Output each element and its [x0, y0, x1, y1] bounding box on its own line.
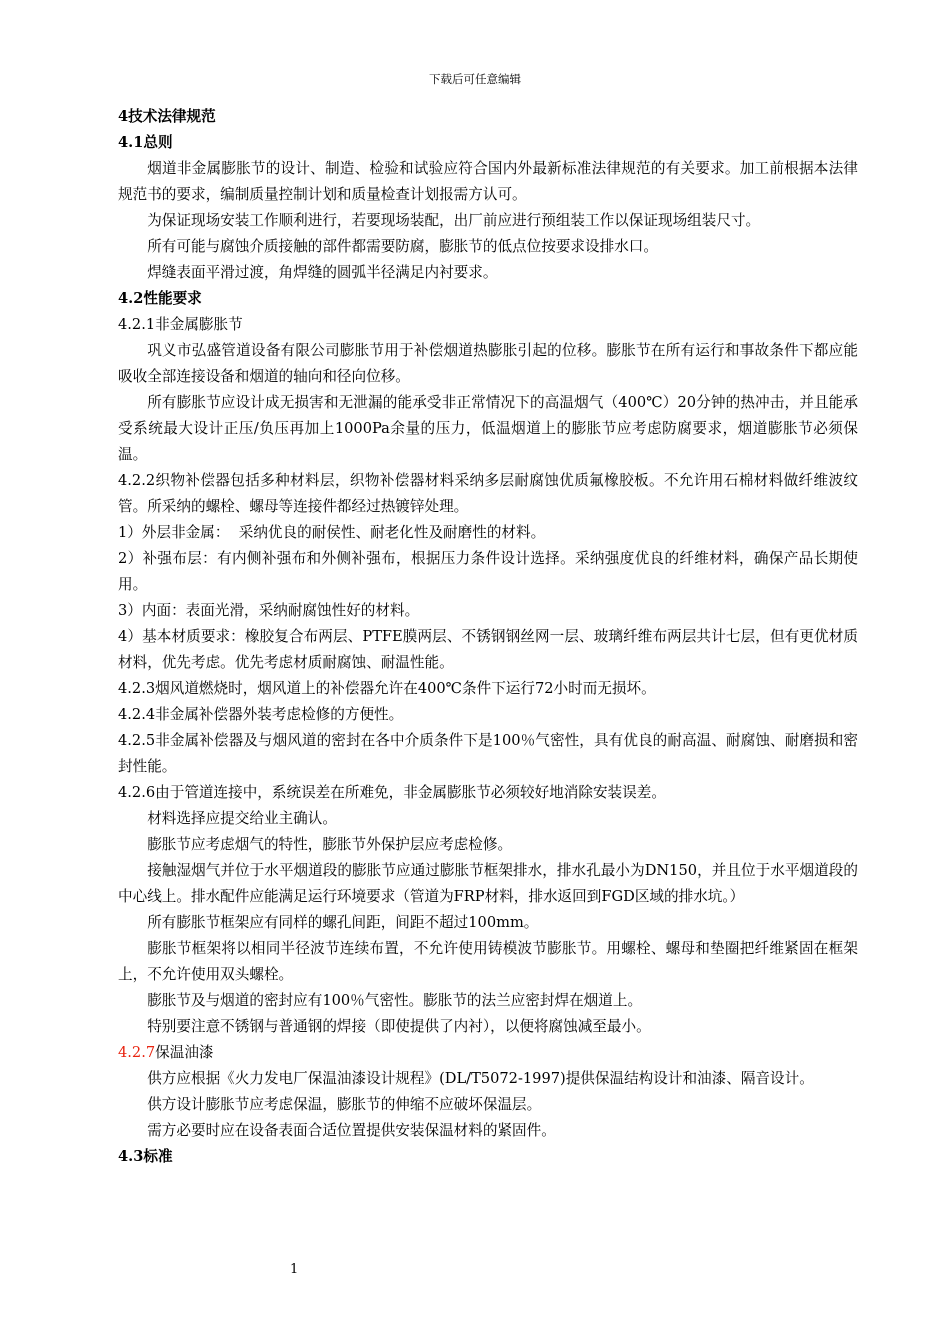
paragraph-4-2-2: 4.2.2织物补偿器包括多种材料层，织物补偿器材料采纳多层耐腐蚀优质氟橡胶板。不允许用石棉材料做纤维波纹管。所采纳的螺栓、螺母等连接件都经过热镀锌处理。: [118, 472, 858, 515]
page-header: 下载后可任意编辑: [429, 72, 521, 86]
list-item: 1）外层非金属： 采纳优良的耐侯性、耐老化性及耐磨性的材料。: [118, 524, 546, 541]
page-number: 1: [290, 1262, 299, 1277]
paragraph: 膨胀节应考虑烟气的特性，膨胀节外保护层应考虑检修。: [147, 836, 513, 853]
section-heading-4-2: 4.2性能要求: [118, 290, 202, 307]
paragraph: 所有可能与腐蚀介质接触的部件都需要防腐，膨胀节的低点位按要求设排水口。: [147, 238, 658, 255]
subsection-title: 保温油漆: [155, 1044, 214, 1061]
subsection-number: 4.2.7: [118, 1044, 156, 1061]
paragraph-4-2-4: 4.2.4非金属补偿器外装考虑检修的方便性。: [118, 706, 404, 723]
paragraph-4-2-6: 4.2.6由于管道连接中，系统误差在所难免，非金属膨胀节必须较好地消除安装误差。: [118, 784, 666, 801]
document-body: [118, 104, 858, 1170]
paragraph: 焊缝表面平滑过渡，角焊缝的圆弧半径满足内衬要求。: [147, 264, 498, 281]
paragraph: 所有膨胀节框架应有同样的螺孔间距，间距不超过100mm。: [147, 914, 539, 931]
paragraph: 为保证现场安装工作顺利进行，若要现场装配，出厂前应进行预组装工作以保证现场组装尺寸。: [147, 212, 761, 229]
section-heading-4-3: 4.3标准: [118, 1148, 173, 1165]
paragraph-4-2-5: 4.2.5非金属补偿器及与烟风道的密封在各中介质条件下是100％气密性，具有优良的耐高温、耐腐蚀、耐磨损和密封性能。: [118, 732, 858, 775]
paragraph: 膨胀节框架将以相同半径波节连续布置，不允许使用铸模波节膨胀节。用螺栓、螺母和垫圈把纤维紧固在框架上，不允许使用双头螺栓。: [118, 940, 858, 983]
list-item: 2）补强布层：有内侧补强布和外侧补强布，根据压力条件设计选择。采纳强度优良的纤维材料，确保产品长期使用。: [118, 550, 858, 593]
paragraph: 烟道非金属膨胀节的设计、制造、检验和试验应符合国内外最新标准法律规范的有关要求。加工前根据本法律规范书的要求，编制质量控制计划和质量检查计划报需方认可。: [118, 160, 858, 203]
section-heading-4: 4技术法律规范: [118, 108, 216, 125]
list-item: 3）内面：表面光滑，采纳耐腐蚀性好的材料。: [118, 602, 420, 619]
paragraph: 供方设计膨胀节应考虑保温，膨胀节的伸缩不应破坏保温层。: [147, 1096, 542, 1113]
paragraph: 供方应根据《火力发电厂保温油漆设计规程》(DL/T5072-1997)提供保温结构设计和油漆、隔音设计。: [147, 1070, 814, 1087]
paragraph: 巩义市弘盛管道设备有限公司膨胀节用于补偿烟道热膨胀引起的位移。膨胀节在所有运行和事故条件下都应能吸收全部连接设备和烟道的轴向和径向位移。: [118, 342, 858, 385]
subsection-heading-4-2-7: [118, 1040, 858, 1066]
section-heading-4-1: 4.1总则: [118, 134, 173, 151]
paragraph: 特别要注意不锈钢与普通钢的焊接（即使提供了内衬），以便将腐蚀减至最小。: [147, 1018, 651, 1035]
paragraph: 需方必要时应在设备表面合适位置提供安装保温材料的紧固件。: [147, 1122, 556, 1139]
paragraph: 接触湿烟气并位于水平烟道段的膨胀节应通过膨胀节框架排水，排水孔最小为DN150，并且位于水平烟道段的中心线上。排水配件应能满足运行环境要求（管道为FRP材料，排水返回到FGD区域的排水坑。）: [118, 862, 858, 905]
subsection-heading-4-2-1: 4.2.1非金属膨胀节: [118, 316, 243, 333]
paragraph: 膨胀节及与烟道的密封应有100％气密性。膨胀节的法兰应密封焊在烟道上。: [147, 992, 643, 1009]
paragraph: 所有膨胀节应设计成无损害和无泄漏的能承受非正常情况下的高温烟气（400℃）20分钟的热冲击，并且能承受系统最大设计正压/负压再加上1000Pa余量的压力，低温烟道上的膨胀节应考虑防腐要求，烟道膨胀节必须保温。: [118, 394, 858, 463]
list-item: 4）基本材质要求：橡胶复合布两层、PTFE膜两层、不锈钢钢丝网一层、玻璃纤维布两层共计七层，但有更优材质材料，优先考虑。优先考虑材质耐腐蚀、耐温性能。: [118, 628, 858, 671]
paragraph: 材料选择应提交给业主确认。: [147, 810, 337, 827]
paragraph-4-2-3: 4.2.3烟风道燃烧时，烟风道上的补偿器允许在400℃条件下运行72小时而无损坏。: [118, 680, 656, 697]
